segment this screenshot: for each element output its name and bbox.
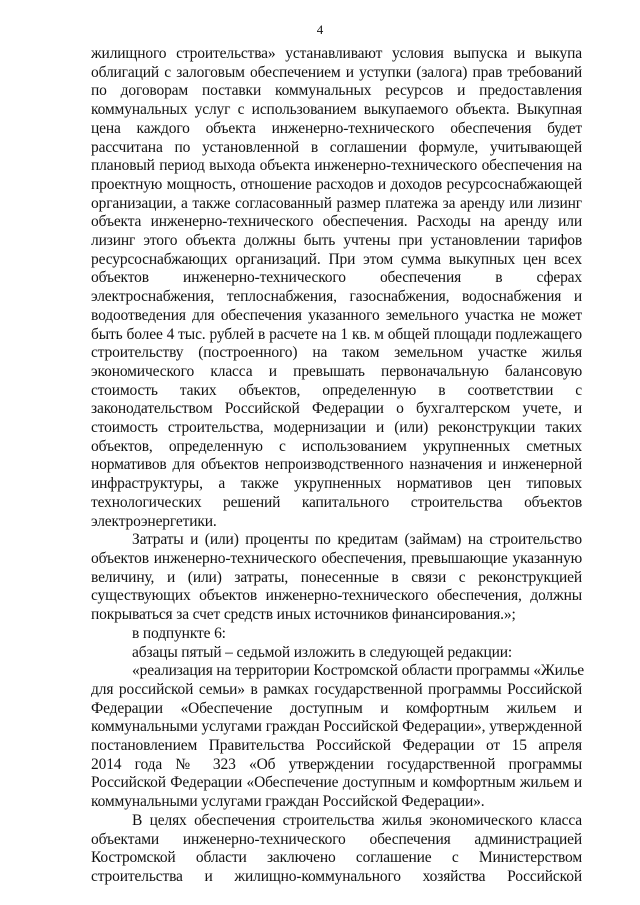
- paragraph: [91, 531, 582, 625]
- text-line: жилищного строительства» устанавливают условия выпуска и выкупа: [91, 45, 582, 62]
- text-line: «реализация на территории Костромской области программы «Жилье: [132, 662, 585, 680]
- paragraph: [91, 45, 582, 531]
- text-line: строительству (построенного) на таком земельном участке жилья: [91, 344, 582, 362]
- paragraph: [91, 812, 582, 887]
- text-line: постановлением Правительства Российской Федерации от 15 апреля: [91, 737, 582, 755]
- text-line: по договорам поставки коммунальных ресурсов и предоставления: [91, 82, 582, 100]
- text-line: нормативов для объектов непроизводственного назначения и инженерной: [91, 456, 582, 474]
- text-line: экономического класса и превышать первоначальную балансовую: [91, 362, 582, 380]
- text-line: плановый период выхода объекта инженерно-технического обеспечения на: [91, 157, 582, 175]
- text-line: строительства и жилищно-коммунального хозяйства Российской: [91, 867, 582, 885]
- text-line: водоотведения для обеспечения указанного земельного участка не может: [91, 306, 582, 324]
- text-line: Костромской области заключено соглашение с Министерством: [91, 849, 582, 867]
- text-line: технологических решений капитального строительства объектов: [91, 493, 582, 511]
- text-line: законодательством Российской Федерации о бухгалтерском учете, и: [91, 400, 582, 418]
- text-line: стоимость таких объектов, определенную в соответствии с: [91, 381, 582, 399]
- text-line: для российской семьи» в рамках государственной программы Российской: [91, 680, 582, 698]
- text-line: объектов инженерно-технического обеспечения в сферах: [91, 269, 582, 287]
- paragraph: [91, 625, 582, 644]
- text-line: В целях обеспечения строительства жилья экономического класса: [132, 811, 582, 829]
- text-line: коммунальных услуг с использованием выкупаемого объекта. Выкупная: [91, 101, 582, 119]
- text-line: Российской Федерации «Обеспечение доступным и комфортным жильем и: [91, 774, 582, 792]
- text-line: цена каждого объекта инженерно-технического обеспечения будет: [91, 119, 582, 137]
- text-line: рассчитана по установленной в соглашении формуле, учитывающей: [91, 138, 582, 156]
- text-line: существующих объектов инженерно-технического обеспечения, должны: [91, 587, 582, 605]
- text-line: быть более 4 тыс. рублей в расчете на 1 кв. м общей площади подлежащего: [91, 325, 582, 343]
- text-line: стоимость строительства, модернизации и (или) реконструкции таких: [91, 419, 582, 437]
- document-body: [91, 45, 585, 887]
- text-line: электроснабжения, теплоснабжения, газоснабжения, водоснабжения и: [91, 288, 582, 306]
- page-number: 4: [316, 22, 324, 37]
- text-line: Федерации «Обеспечение доступным и комфортным жильем и: [91, 699, 582, 717]
- text-line: организации, а также согласованный размер платежа за аренду или лизинг: [91, 194, 582, 212]
- text-line: объектов, определенную с использованием укрупненных сметных: [91, 437, 582, 455]
- text-line: Затраты и (или) проценты по кредитам (займам) на строительство: [132, 531, 582, 549]
- text-line: коммунальными услугами граждан Российской Федерации», утвержденной: [91, 718, 582, 736]
- text-line: ресурсоснабжающих организаций. При этом сумма выкупных цен всех: [91, 250, 582, 268]
- text-line: коммунальными услугами граждан Российской Федерации».: [91, 793, 485, 811]
- text-line: объектов инженерно-технического обеспечения, превышающие указанную: [91, 549, 582, 567]
- text-line: величину, и (или) затраты, понесенные в связи с реконструкцией: [91, 568, 582, 586]
- paragraph: [91, 662, 585, 812]
- text-line: лизинг этого объекта должны быть учтены при установлении тарифов: [91, 232, 582, 250]
- text-line: проектную мощность, отношение расходов и доходов ресурсоснабжающей: [91, 175, 582, 193]
- text-line: объекта инженерно-технического обеспечения. Расходы на аренду или: [91, 213, 582, 231]
- text-line: покрываться за счет средств иных источников финансирования.»;: [91, 606, 516, 624]
- paragraph: [91, 644, 582, 663]
- text-line: в подпункте 6:: [132, 624, 226, 642]
- text-line: инфраструктуры, а также укрупненных нормативов цен типовых: [91, 475, 582, 493]
- text-line: облигаций с залоговым обеспечением и уступки (залога) прав требований: [91, 63, 582, 81]
- text-line: электроэнергетики.: [91, 512, 217, 530]
- text-line: абзацы пятый – седьмой изложить в следующей редакции:: [132, 643, 513, 661]
- text-line: 2014 года № 323 «Об утверждении государственной программы: [91, 755, 582, 773]
- text-line: объектами инженерно-технического обеспечения администрацией: [91, 830, 582, 848]
